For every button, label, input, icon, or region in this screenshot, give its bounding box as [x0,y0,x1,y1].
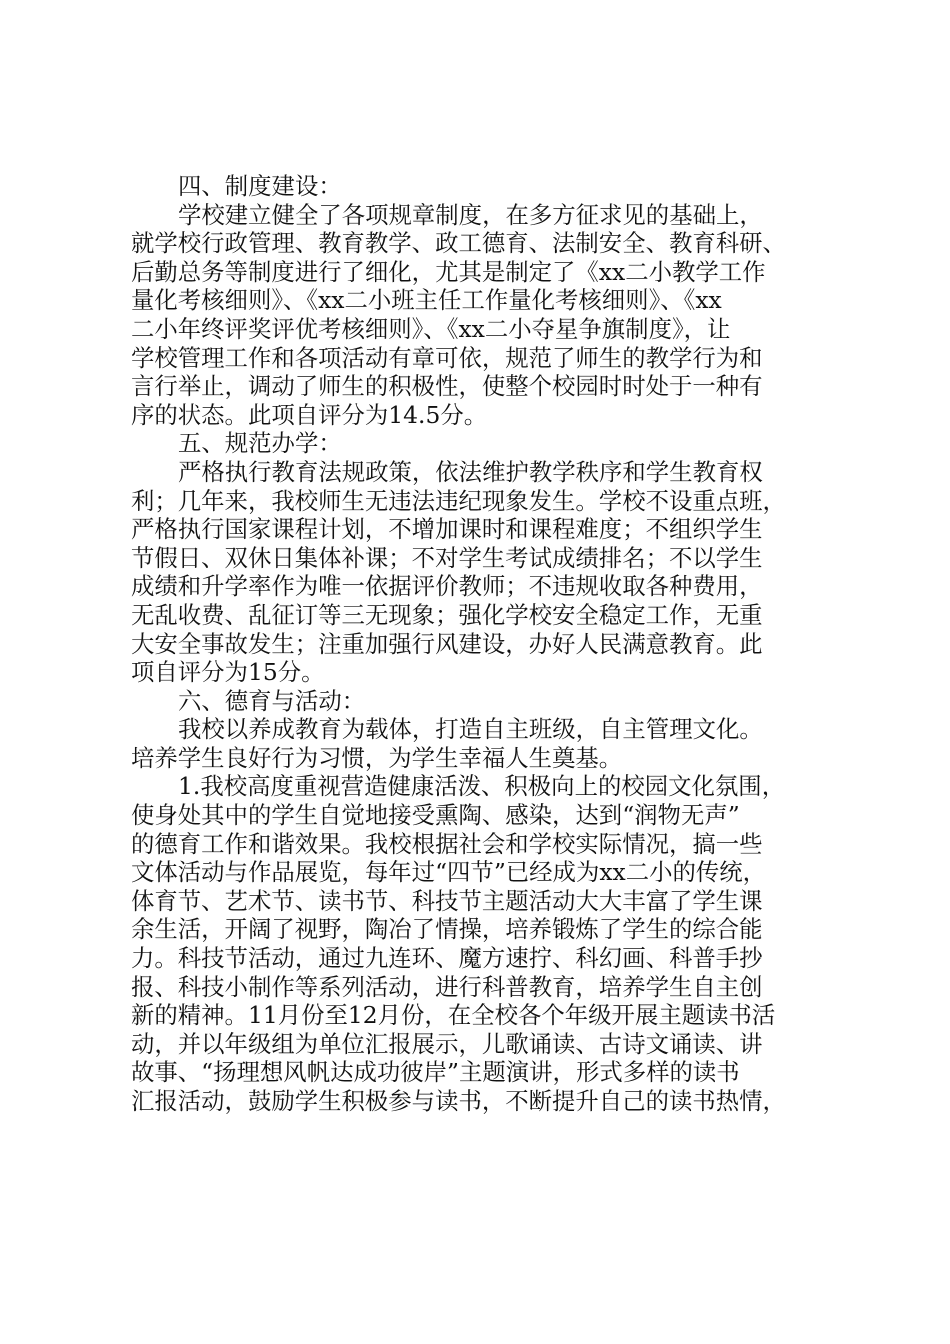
paragraph-line: 节假日、双休日集体补课；不对学生考试成绩排名；不以学生 [131,543,763,572]
paragraph-line: 量化考核细则》、《xx二小班主任工作量化考核细则》、《xx [131,286,722,315]
paragraph-line: 新的精神。11月份至12月份，在全校各个年级开展主题读书活 [131,1001,776,1030]
paragraph-line: 体育节、艺术节、读书节、科技节主题活动大大丰富了学生课 [131,886,763,915]
document-body [131,172,839,1116]
paragraph-line: 言行举止，调动了师生的积极性，使整个校园时时处于一种有 [131,372,763,401]
paragraph-line: 后勤总务等制度进行了细化，尤其是制定了《xx二小教学工作 [131,257,766,286]
paragraph-line: 学校管理工作和各项活动有章可依，规范了师生的教学行为和 [131,343,763,372]
paragraph-line: 严格执行国家课程计划，不增加课时和课程难度；不组织学生 [131,515,763,544]
paragraph-line: 文体活动与作品展览，每年过“四节”已经成为xx二小的传统， [131,858,767,887]
paragraph-line: 学校建立健全了各项规章制度，在多方征求见的基础上， [178,200,763,229]
paragraph-line: 成绩和升学率作为唯一依据评价教师；不违规收取各种费用， [131,572,763,601]
section-heading: 五、规范办学： [178,429,342,458]
section-heading: 四、制度建设： [178,172,342,200]
paragraph-line: 我校以养成教育为载体，打造自主班级，自主管理文化。 [178,715,763,744]
paragraph-line: 力。科技节活动，通过九连环、魔方速拧、科幻画、科普手抄 [131,944,763,973]
paragraph-line: 项自评分为15分。 [131,658,325,687]
paragraph-line: 动，并以年级组为单位汇报展示，儿歌诵读、古诗文诵读、讲 [131,1029,763,1058]
paragraph-line: 汇报活动，鼓励学生积极参与读书，不断提升自己的读书热情， [131,1087,786,1115]
paragraph-line: 二小年终评奖评优考核细则》、《xx二小夺星争旗制度》，让 [131,314,731,343]
paragraph-line: 使身处其中的学生自觉地接受熏陶、感染，达到“润物无声” [131,801,740,830]
paragraph-line: 无乱收费、乱征订等三无现象；强化学校安全稳定工作，无重 [131,600,763,629]
paragraph-line: 严格执行教育法规政策，依法维护教学秩序和学生教育权 [178,457,763,486]
paragraph-line: 就学校行政管理、教育教学、政工德育、法制安全、教育科研、 [131,229,786,258]
paragraph-line: 的德育工作和谐效果。我校根据社会和学校实际情况，搞一些 [131,829,763,858]
paragraph-line: 利；几年来，我校师生无违法违纪现象发生。学校不设重点班， [131,486,786,515]
paragraph-line: 报、科技小制作等系列活动，进行科普教育，培养学生自主创 [131,972,763,1001]
paragraph-line: 1.我校高度重视营造健康活泼、积极向上的校园文化氛围， [178,772,786,801]
paragraph-line: 余生活，开阔了视野，陶冶了情操，培养锻炼了学生的综合能 [131,915,763,944]
paragraph-line: 大安全事故发生；注重加强行风建设，办好人民满意教育。此 [131,629,763,658]
paragraph-line: 故事、“扬理想风帆达成功彼岸”主题演讲，形式多样的读书 [131,1058,740,1087]
section-heading: 六、德育与活动： [178,686,366,715]
paragraph-line: 培养学生良好行为习惯，为学生幸福人生奠基。 [131,743,623,772]
paragraph-line: 序的状态。此项自评分为14.5分。 [131,400,488,429]
